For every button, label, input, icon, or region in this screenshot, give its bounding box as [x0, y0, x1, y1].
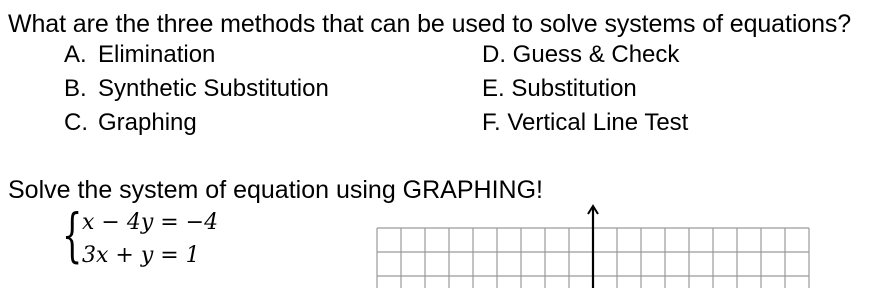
question-2-text: Solve the system of equation using GRAPHING!	[8, 176, 543, 204]
choice-d	[482, 41, 679, 69]
choice-d-letter: D.	[482, 41, 506, 68]
coordinate-grid	[370, 200, 810, 293]
choice-b	[64, 75, 329, 103]
choice-c	[64, 109, 197, 137]
choice-e-text: Substitution	[511, 75, 637, 102]
choice-a-letter: A.	[64, 41, 87, 68]
choice-f-letter: F.	[482, 109, 501, 136]
choice-e-letter: E.	[482, 75, 505, 102]
choice-b-letter: B.	[64, 75, 87, 102]
coordinate-grid-svg	[370, 200, 810, 288]
choice-d-text: Guess & Check	[512, 41, 680, 68]
choice-e	[482, 75, 637, 103]
choice-b-text: Synthetic Substitution	[98, 75, 329, 102]
choice-c-text: Graphing	[98, 109, 197, 136]
choice-a	[64, 41, 215, 69]
equation-system	[62, 201, 302, 286]
system-brace: {	[62, 201, 83, 269]
choice-a-text: Elimination	[98, 41, 216, 68]
choice-c-letter: C.	[64, 109, 88, 136]
choice-f	[482, 109, 688, 137]
question-1-text: What are the three methods that can be used to solve systems of equations?	[8, 10, 852, 38]
equation-1: x − 4y = −4	[82, 210, 219, 235]
equation-2: 3x + y = 1	[82, 243, 200, 268]
choice-f-text: Vertical Line Test	[507, 109, 689, 136]
